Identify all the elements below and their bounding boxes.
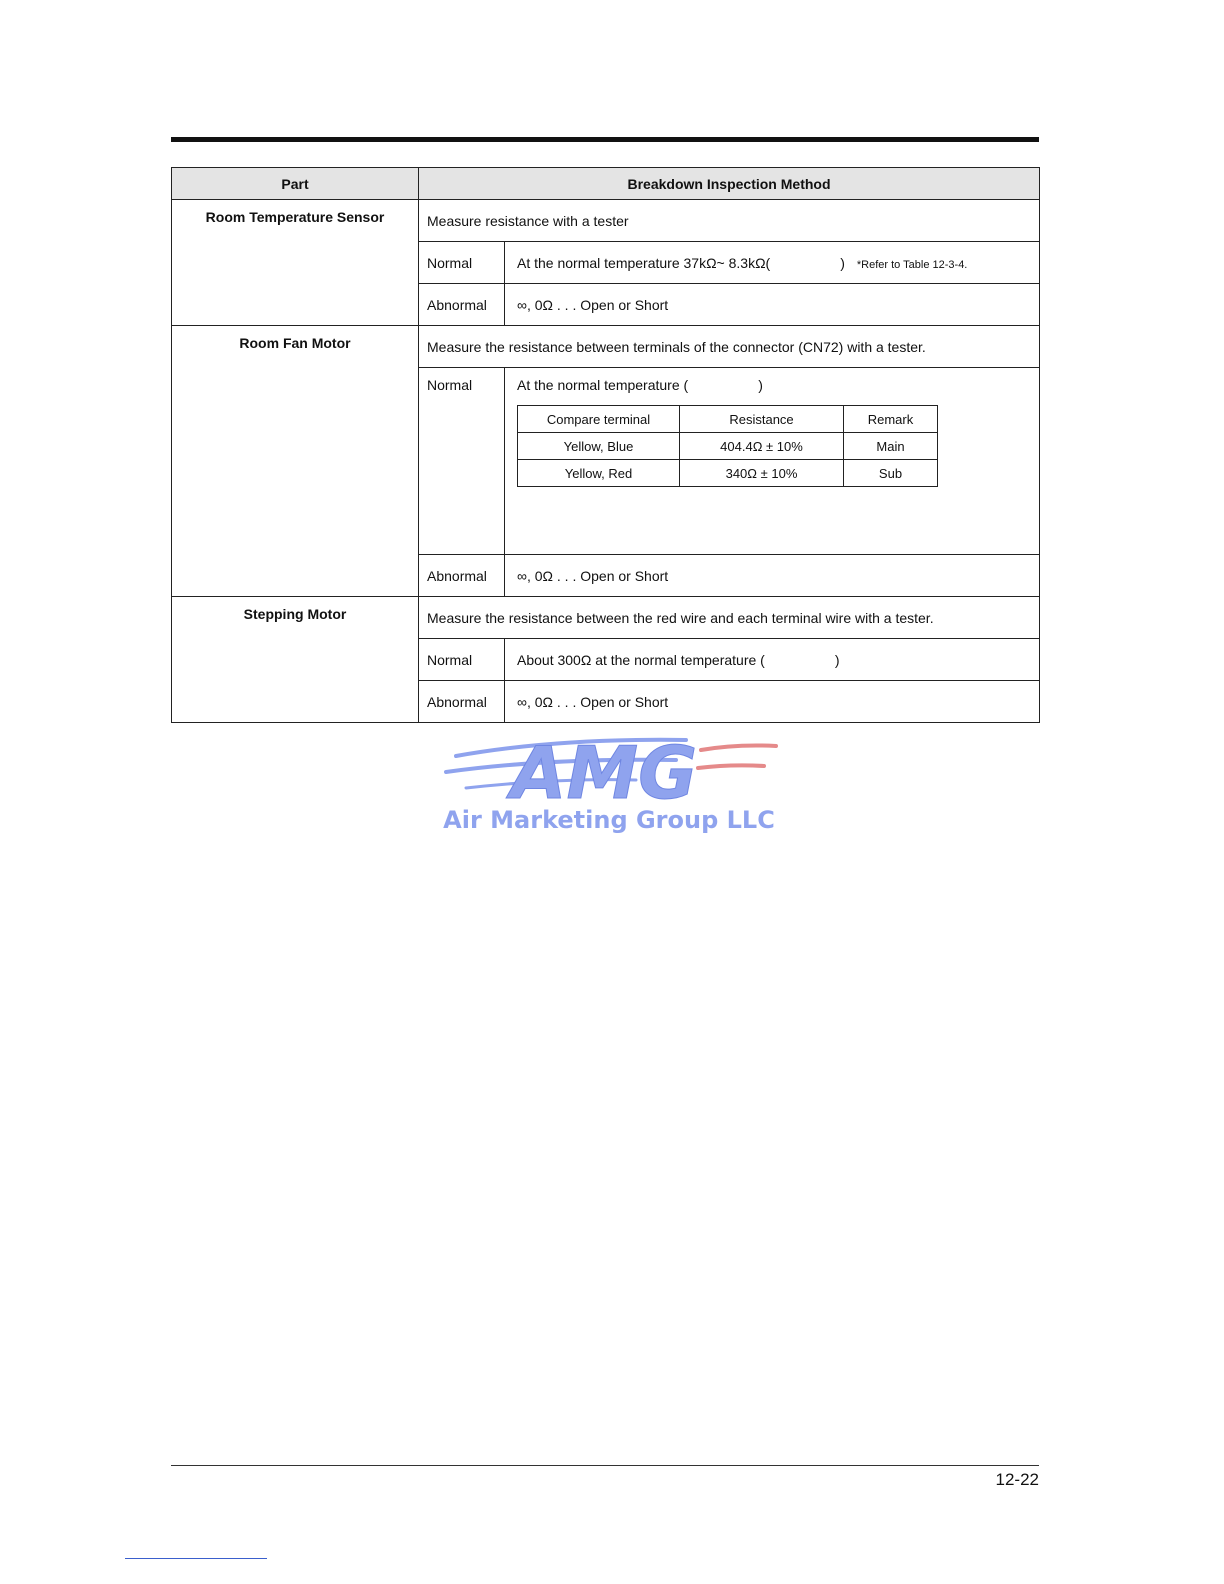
normal-close: ) <box>758 377 763 393</box>
normal-value-cell <box>505 639 1040 681</box>
bottom-rule <box>171 1465 1039 1466</box>
normal-label: Normal <box>419 242 505 284</box>
inspection-table <box>171 167 1040 723</box>
resistance-table <box>517 405 938 487</box>
normal-value-cell <box>505 368 1040 555</box>
normal-label: Normal <box>419 368 505 555</box>
table-reference: *Refer to Table 12-3-4. <box>856 258 968 271</box>
abnormal-value: ∞, 0Ω . . . Open or Short <box>505 681 1040 723</box>
normal-close: ) <box>834 651 840 668</box>
description-room-temp-sensor: Measure resistance with a tester <box>419 200 1040 242</box>
inner-cell-resistance: 340Ω ± 10% <box>680 460 844 487</box>
part-room-fan-motor: Room Fan Motor <box>172 326 419 597</box>
description-room-fan-motor: Measure the resistance between terminals of the connector (CN72) with a tester. <box>419 326 1040 368</box>
normal-value: About 300Ω at the normal temperature ( <box>517 651 765 668</box>
abnormal-value: ∞, 0Ω . . . Open or Short <box>505 284 1040 326</box>
inner-cell-remark: Main <box>844 433 938 460</box>
table-row <box>172 200 1040 242</box>
inner-cell-resistance: 404.4Ω ± 10% <box>680 433 844 460</box>
inner-cell-terminal: Yellow, Blue <box>518 433 680 460</box>
abnormal-label: Abnormal <box>419 681 505 723</box>
normal-label: Normal <box>419 639 505 681</box>
inner-header-remark: Remark <box>844 406 938 433</box>
normal-value: At the normal temperature ( <box>517 377 689 393</box>
normal-value: At the normal temperature 37kΩ~ 8.3kΩ( <box>517 254 771 271</box>
abnormal-label: Abnormal <box>419 555 505 597</box>
amg-logo <box>436 728 782 836</box>
table-row <box>172 326 1040 368</box>
normal-value-cell <box>505 242 1040 284</box>
description-stepping-motor: Measure the resistance between the red wire and each terminal wire with a tester. <box>419 597 1040 639</box>
table-header-row <box>172 168 1040 200</box>
inner-row <box>518 433 938 460</box>
inner-cell-terminal: Yellow, Red <box>518 460 680 487</box>
link-underline <box>125 1558 267 1559</box>
table-row <box>172 597 1040 639</box>
part-stepping-motor: Stepping Motor <box>172 597 419 723</box>
inner-header-row <box>518 406 938 433</box>
inner-cell-remark: Sub <box>844 460 938 487</box>
normal-close: ) <box>840 254 845 271</box>
logo-company: Air Marketing Group LLC <box>443 806 775 834</box>
logo-mark: AMG <box>510 731 698 815</box>
inner-header-resistance: Resistance <box>680 406 844 433</box>
abnormal-value: ∞, 0Ω . . . Open or Short <box>505 555 1040 597</box>
abnormal-label: Abnormal <box>419 284 505 326</box>
inner-row <box>518 460 938 487</box>
page-number: 12-22 <box>995 1470 1039 1489</box>
header-part: Part <box>172 168 419 200</box>
part-room-temp-sensor: Room Temperature Sensor <box>172 200 419 326</box>
top-rule <box>171 137 1039 142</box>
header-method: Breakdown Inspection Method <box>419 168 1040 200</box>
inner-header-terminal: Compare terminal <box>518 406 680 433</box>
